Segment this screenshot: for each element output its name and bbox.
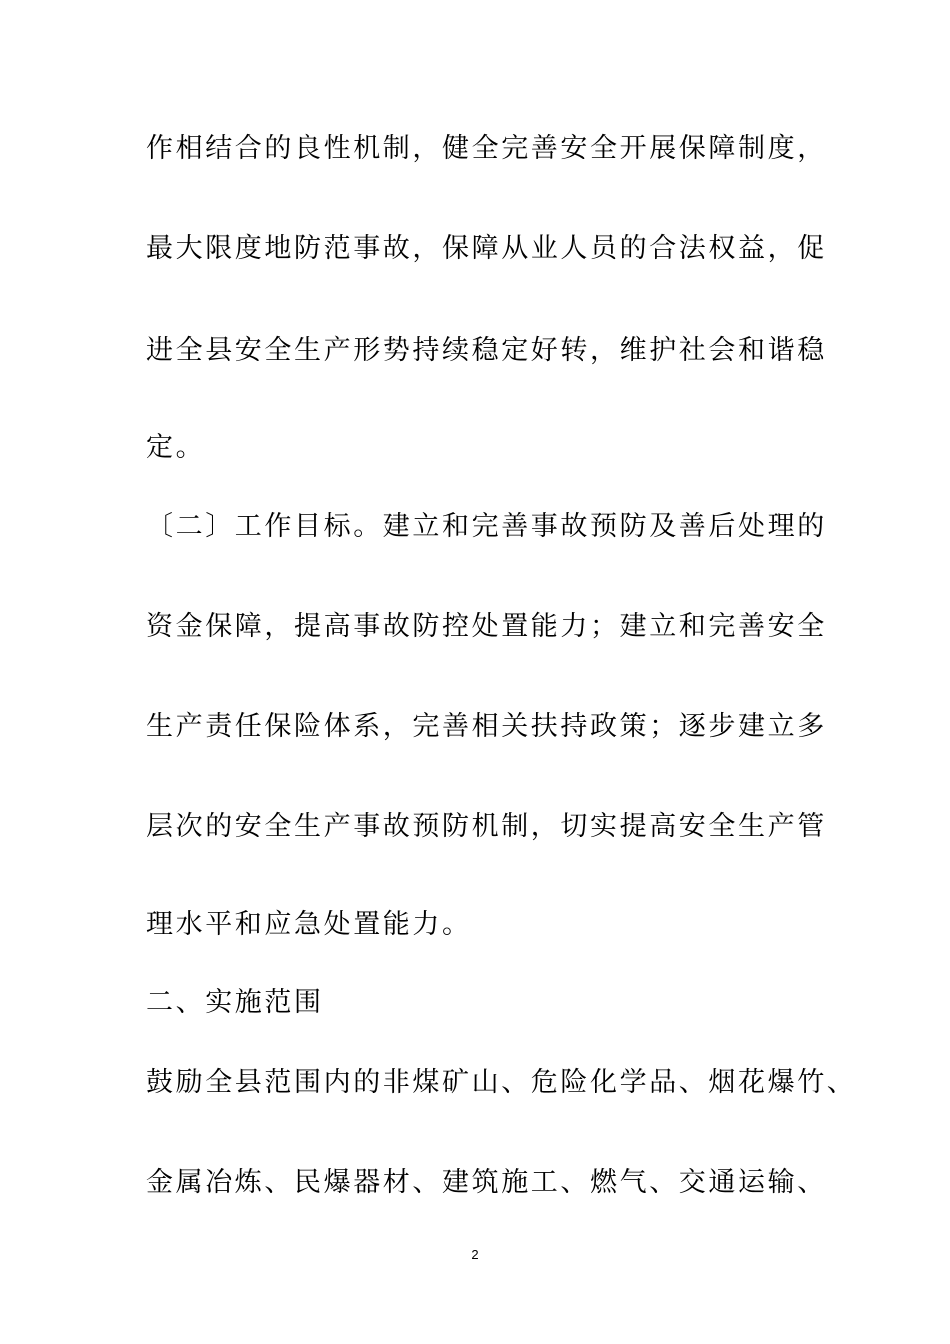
text-line: 进全县安全生产形势持续稳定好转，维护社会和谐稳 (146, 335, 827, 366)
text-line: 最大限度地防范事故，保障从业人员的合法权益，促 (146, 233, 827, 264)
text-line: 鼓励全县范围内的非煤矿山、危险化学品、烟花爆竹、 (146, 1067, 857, 1098)
section-heading: 〔二〕工作目标。建立和完善事故预防及善后处理的 (146, 511, 827, 542)
page-number: 2 (471, 1247, 479, 1262)
text-line: 定。 (146, 432, 206, 463)
text-line: 资金保障，提高事故防控处置能力；建立和完善安全 (146, 611, 827, 642)
text-line: 作相结合的良性机制，健全完善安全开展保障制度， (146, 133, 827, 164)
section-heading: 二、实施范围 (146, 987, 324, 1018)
text-line: 理水平和应急处置能力。 (146, 909, 472, 940)
text-line: 层次的安全生产事故预防机制，切实提高安全生产管 (146, 811, 827, 842)
text-line: 生产责任保险体系，完善相关扶持政策；逐步建立多 (146, 711, 827, 742)
text-line: 金属冶炼、民爆器材、建筑施工、燃气、交通运输、 (146, 1167, 827, 1198)
